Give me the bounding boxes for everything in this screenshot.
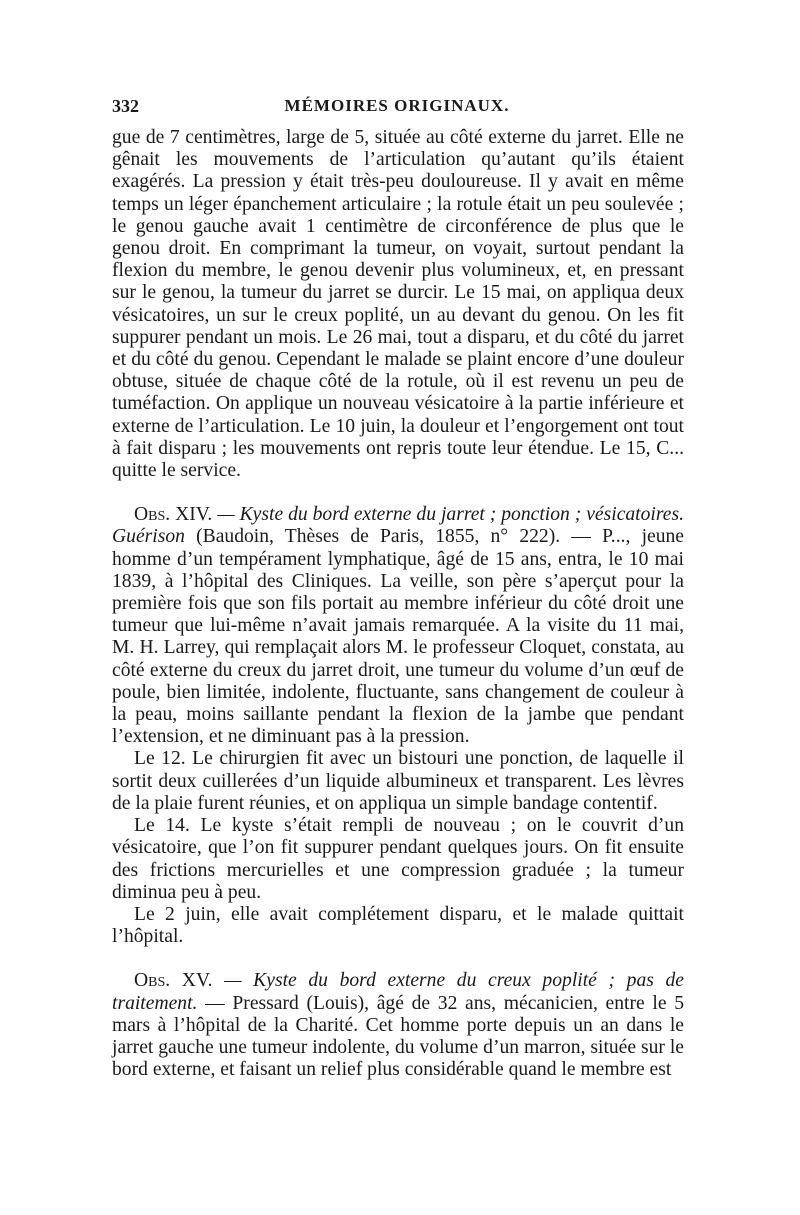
running-title: MÉMOIRES ORIGINAUX. <box>284 96 510 115</box>
page-body <box>112 127 684 1081</box>
observation-title: — Kyste du bord externe du creux poplité ; pas de traitement. <box>112 970 684 1014</box>
page-number: 332 <box>112 96 139 116</box>
observation-title: — Kyste du bord externe du jarret ; ponction ; vésicatoires. Guérison <box>112 504 684 548</box>
observation-xiv-paragraph-3: Le 14. Le kyste s’était rempli de nouveau ; on le couvrit d’un vésicatoire, que l’on fit suppurer pendant quelques jours. On fit ensuite des frictions mercurielles et une compression graduée ; la tumeur diminua peu à peu. <box>112 815 684 903</box>
observation-source: (Baudoin, Thèses de Paris, 1855, n° 222). — <box>184 526 603 548</box>
observation-xiv-paragraph-4: Le 2 juin, elle avait complétement disparu, et le malade quittait l’hôpital. <box>112 903 684 948</box>
observation-label: Obs. XIV. <box>134 504 213 526</box>
continuation-paragraph: gue de 7 centimètres, large de 5, située au côté externe du jarret. Elle ne gênait les mouvements de l’articulation qu’autant qu’ils étaient exagérés. La pression y était très-peu douloureuse. Il y avait en même temps un léger épanchement articulaire ; la rotule était un peu soulevée ; le genou gauche avait 1 centimètre de circonférence de plus que le genou droit. En comprimant la tumeur, on voyait, surtout pendant la flexion du membre, le genou devenir plus volumineux, et, en pressant sur le genou, la tumeur du jarret se durcir. Le 15 mai, on appliqua deux vésicatoires, un sur le creux poplité, un au devant du genou. On les fit suppurer pendant un mois. Le 26 mai, tout a disparu, et du côté du jarret et du côté du genou. Cependant le malade se plaint encore d’une douleur obtuse, située de chaque côté de la rotule, où il est revenu un peu de tuméfaction. On applique un nouveau vésicatoire à la partie inférieure et externe de l’articulation. Le 10 juin, la douleur et l’engorgement ont tout à fait disparu ; les mouvements ont repris toute leur étendue. Le 15, C... quitte le service. <box>112 127 684 482</box>
paragraph-gap <box>112 482 684 504</box>
page-header <box>112 96 682 126</box>
observation-xv <box>112 970 684 1081</box>
observation-xiv-paragraph-2: Le 12. Le chirurgien fit avec un bistouri une ponction, de laquelle il sortit deux cuillerées d’un liquide albumineux et transparent. Les lèvres de la plaie furent réunies, et on appliqua un simple bandage contentif. <box>112 748 684 814</box>
observation-xiv <box>112 504 684 748</box>
observation-text: — Pressard (Louis), âgé de 32 ans, mécanicien, entre le 5 mars à l’hôpital de la Charité. Cet homme porte depuis un an dans le jarret gauche une tumeur indolente, du volume d’un marron, située sur le bord externe, et faisant un relief plus considérable quand le membre est <box>112 992 684 1081</box>
observation-label: Obs. XV. <box>134 970 213 992</box>
observation-text: P..., jeune homme d’un tempérament lymphatique, âgé de 15 ans, entra, le 10 mai 1839, à l’hôpital des Cliniques. La veille, son père s’aperçut pour la première fois que son fils portait au membre inférieur du côté droit une tumeur que lui-même n’avait jamais remarquée. A la visite du 11 mai, M. H. Larrey, qui remplaçait alors M. le professeur Cloquet, constata, au côté externe du creux du jarret droit, une tumeur du volume d’un œuf de poule, bien limitée, indolente, fluctuante, sans changement de couleur à la peau, moins saillante pendant la flexion de la jambe que pendant l’extension, et ne diminuant pas à la pression. <box>112 526 684 748</box>
paragraph-gap <box>112 948 684 970</box>
